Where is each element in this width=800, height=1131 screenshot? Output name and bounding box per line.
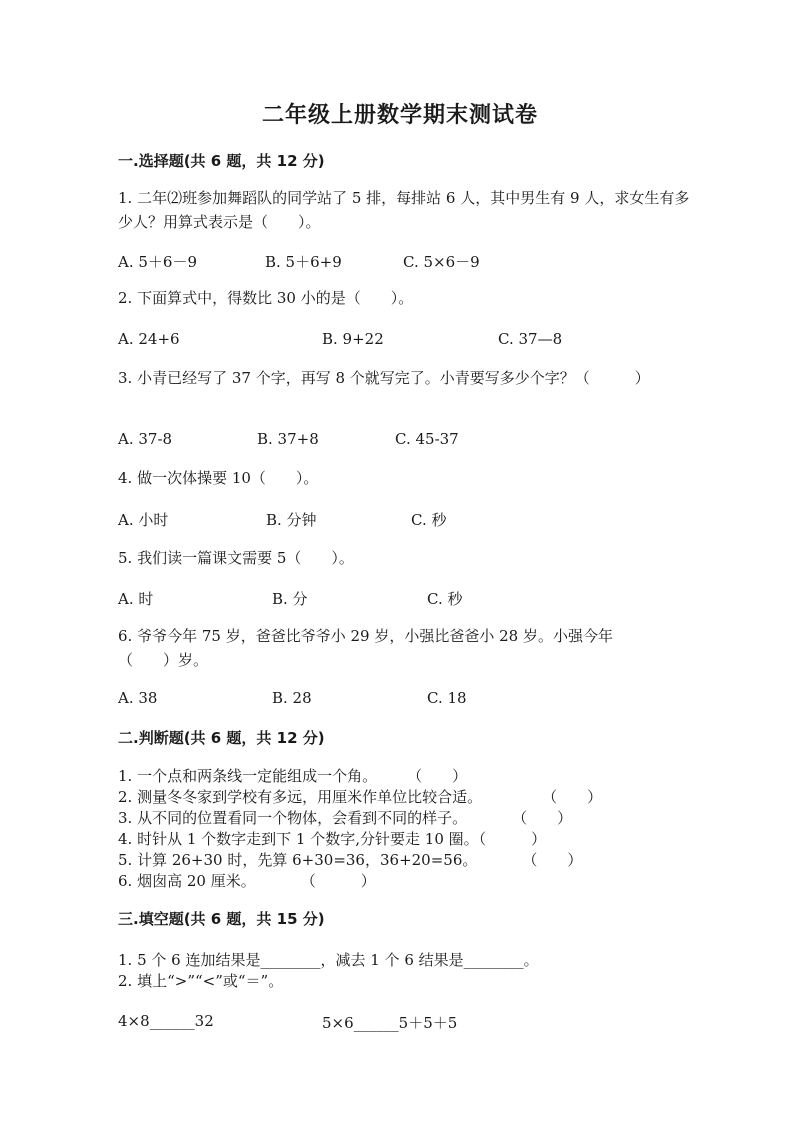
option-1b: B. 5＋6+9 bbox=[265, 253, 342, 271]
option-1a: A. 5＋6－9 bbox=[118, 253, 197, 271]
option-6b: B. 28 bbox=[272, 689, 312, 707]
option-4c: C. 秒 bbox=[411, 511, 447, 529]
section-heading-fill: 三.填空题(共 6 题，共 15 分) bbox=[118, 910, 325, 928]
judge-item-6: 6. 烟囱高 20 厘米。 （ ） bbox=[118, 872, 376, 890]
option-1c: C. 5×6－9 bbox=[403, 253, 480, 271]
option-4b: B. 分钟 bbox=[266, 511, 317, 529]
judge-item-2: 2. 测量冬冬家到学校有多远，用厘米作单位比较合适。 （ ） bbox=[118, 788, 603, 806]
question-2: 2. 下面算式中，得数比 30 小的是（ ）。 bbox=[118, 289, 414, 307]
option-5a: A. 时 bbox=[118, 590, 154, 608]
judge-item-1: 1. 一个点和两条线一定能组成一个角。 （ ） bbox=[118, 767, 468, 785]
judge-item-3: 3. 从不同的位置看同一个物体，会看到不同的样子。 （ ） bbox=[118, 809, 573, 827]
option-2a: A. 24+6 bbox=[118, 330, 180, 348]
option-2c: C. 37—8 bbox=[498, 330, 563, 348]
section-heading-choice: 一.选择题(共 6 题，共 12 分) bbox=[118, 152, 325, 170]
fill-item-2: 2. 填上“>”“<”或“＝”。 bbox=[118, 972, 284, 990]
compare-item-1: 4×8______32 bbox=[118, 1012, 214, 1030]
fill-item-1: 1. 5 个 6 连加结果是________，减去 1 个 6 结果是________。 bbox=[118, 951, 539, 969]
option-5c: C. 秒 bbox=[427, 590, 463, 608]
judge-item-4: 4. 时针从 1 个数字走到下 1 个数字,分针要走 10 圈。（ ） bbox=[118, 830, 547, 848]
compare-item-2: 5×6______5＋5＋5 bbox=[322, 1014, 458, 1032]
question-6: 6. 爷爷今年 75 岁，爸爸比爷爷小 29 岁，小强比爸爸小 28 岁。小强今年（ ）岁。 bbox=[118, 627, 613, 669]
option-3b: B. 37+8 bbox=[257, 430, 319, 448]
option-4a: A. 小时 bbox=[118, 511, 169, 529]
section-heading-judge: 二.判断题(共 6 题，共 12 分) bbox=[118, 729, 325, 747]
question-5: 5. 我们读一篇课文需要 5（ ）。 bbox=[118, 549, 354, 567]
question-4: 4. 做一次体操要 10（ ）。 bbox=[118, 469, 319, 487]
option-3a: A. 37-8 bbox=[118, 430, 173, 448]
option-5b: B. 分 bbox=[272, 590, 308, 608]
page-title: 二年级上册数学期末测试卷 bbox=[261, 102, 538, 128]
option-6a: A. 38 bbox=[118, 689, 158, 707]
question-1: 1. 二年⑵班参加舞蹈队的同学站了 5 排，每排站 6 人，其中男生有 9 人，求女生有多少人？用算式表示是（ ）。 bbox=[118, 189, 690, 231]
option-3c: C. 45-37 bbox=[395, 430, 459, 448]
option-2b: B. 9+22 bbox=[322, 330, 384, 348]
question-3: 3. 小青已经写了 37 个字，再写 8 个就写完了。小青要写多少个字？（ ） bbox=[118, 369, 650, 387]
option-6c: C. 18 bbox=[427, 689, 467, 707]
judge-item-5: 5. 计算 26+30 时，先算 6+30=36，36+20=56。 （ ） bbox=[118, 851, 583, 869]
